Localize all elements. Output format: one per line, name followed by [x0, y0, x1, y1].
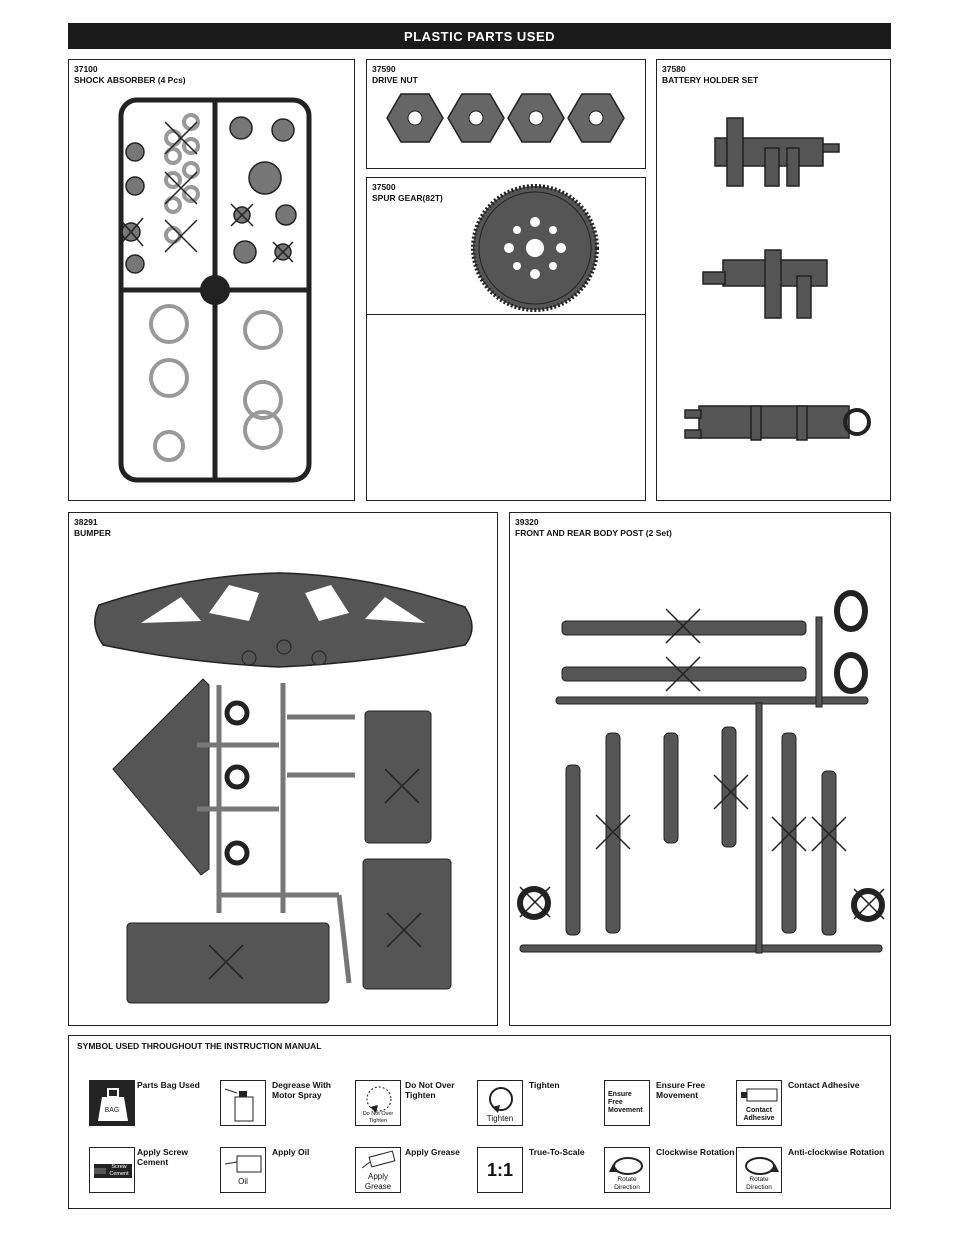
tighten-icon: Tighten [477, 1080, 523, 1126]
label-clockwise-rotation: Clockwise Rotation [656, 1147, 735, 1157]
panel-drive-nut [366, 59, 646, 169]
panel-battery-holder [656, 59, 891, 501]
label-anticlockwise-rotation: Anti-clockwise Rotation [788, 1147, 885, 1157]
part-code: 37590 [372, 64, 396, 74]
spur-gear-drawing [367, 178, 647, 318]
panel-shock-absorber [68, 59, 355, 501]
grease-icon: Apply Grease [355, 1147, 401, 1193]
anticlockwise-rotation-icon: Rotate Direction [736, 1147, 782, 1193]
panel-bumper [68, 512, 498, 1026]
part-code: 37100 [74, 64, 98, 74]
do-not-over-tighten-icon: Do Not Over Tighten [355, 1080, 401, 1126]
label-apply-oil: Apply Oil [272, 1147, 310, 1157]
label-true-to-scale: True-To-Scale [529, 1147, 585, 1157]
page-title: PLASTIC PARTS USED [68, 23, 891, 49]
part-code: 37500 [372, 182, 396, 192]
label-tighten: Tighten [529, 1080, 560, 1090]
shock-absorber-sprue-drawing [69, 60, 356, 502]
drive-nut-drawing [367, 60, 647, 170]
motor-spray-icon [220, 1080, 266, 1126]
ensure-free-movement-icon: Ensure Free Movement [604, 1080, 650, 1126]
label-apply-screw-cement: Apply Screw Cement [137, 1147, 189, 1167]
part-name: SHOCK ABSORBER (4 Pcs) [74, 75, 186, 85]
clockwise-rotation-icon: Rotate Direction [604, 1147, 650, 1193]
label-ensure-free-movement: Ensure Free Movement [656, 1080, 706, 1100]
panel-body-post [509, 512, 891, 1026]
oil-icon: Oil [220, 1147, 266, 1193]
symbols-heading: SYMBOL USED THROUGHOUT THE INSTRUCTION MANUAL [77, 1041, 322, 1051]
panel-spur-gear [366, 177, 646, 501]
label-parts-bag: Parts Bag Used [137, 1080, 200, 1090]
body-post-drawing [510, 513, 892, 1027]
label-apply-grease: Apply Grease [405, 1147, 460, 1157]
label-degrease: Degrease With Motor Spray [272, 1080, 331, 1100]
part-code: 37580 [662, 64, 686, 74]
part-name: BUMPER [74, 528, 111, 538]
label-do-not-over-tighten: Do Not Over Tighten [405, 1080, 455, 1100]
contact-adhesive-icon: Contact Adhesive [736, 1080, 782, 1126]
bumper-drawing [69, 513, 499, 1027]
part-name: SPUR GEAR(82T) [372, 193, 443, 203]
part-code: 39320 [515, 517, 539, 527]
true-to-scale-icon: 1:1 [477, 1147, 523, 1193]
parts-bag-icon: BAG [89, 1080, 135, 1126]
part-name: DRIVE NUT [372, 75, 418, 85]
part-name: FRONT AND REAR BODY POST (2 Set) [515, 528, 672, 538]
screw-cement-icon: Screw Cement [89, 1147, 135, 1193]
battery-holder-drawing [657, 60, 892, 502]
label-contact-adhesive: Contact Adhesive [788, 1080, 860, 1090]
part-code: 38291 [74, 517, 98, 527]
part-name: BATTERY HOLDER SET [662, 75, 759, 85]
panel-symbols [68, 1035, 891, 1209]
